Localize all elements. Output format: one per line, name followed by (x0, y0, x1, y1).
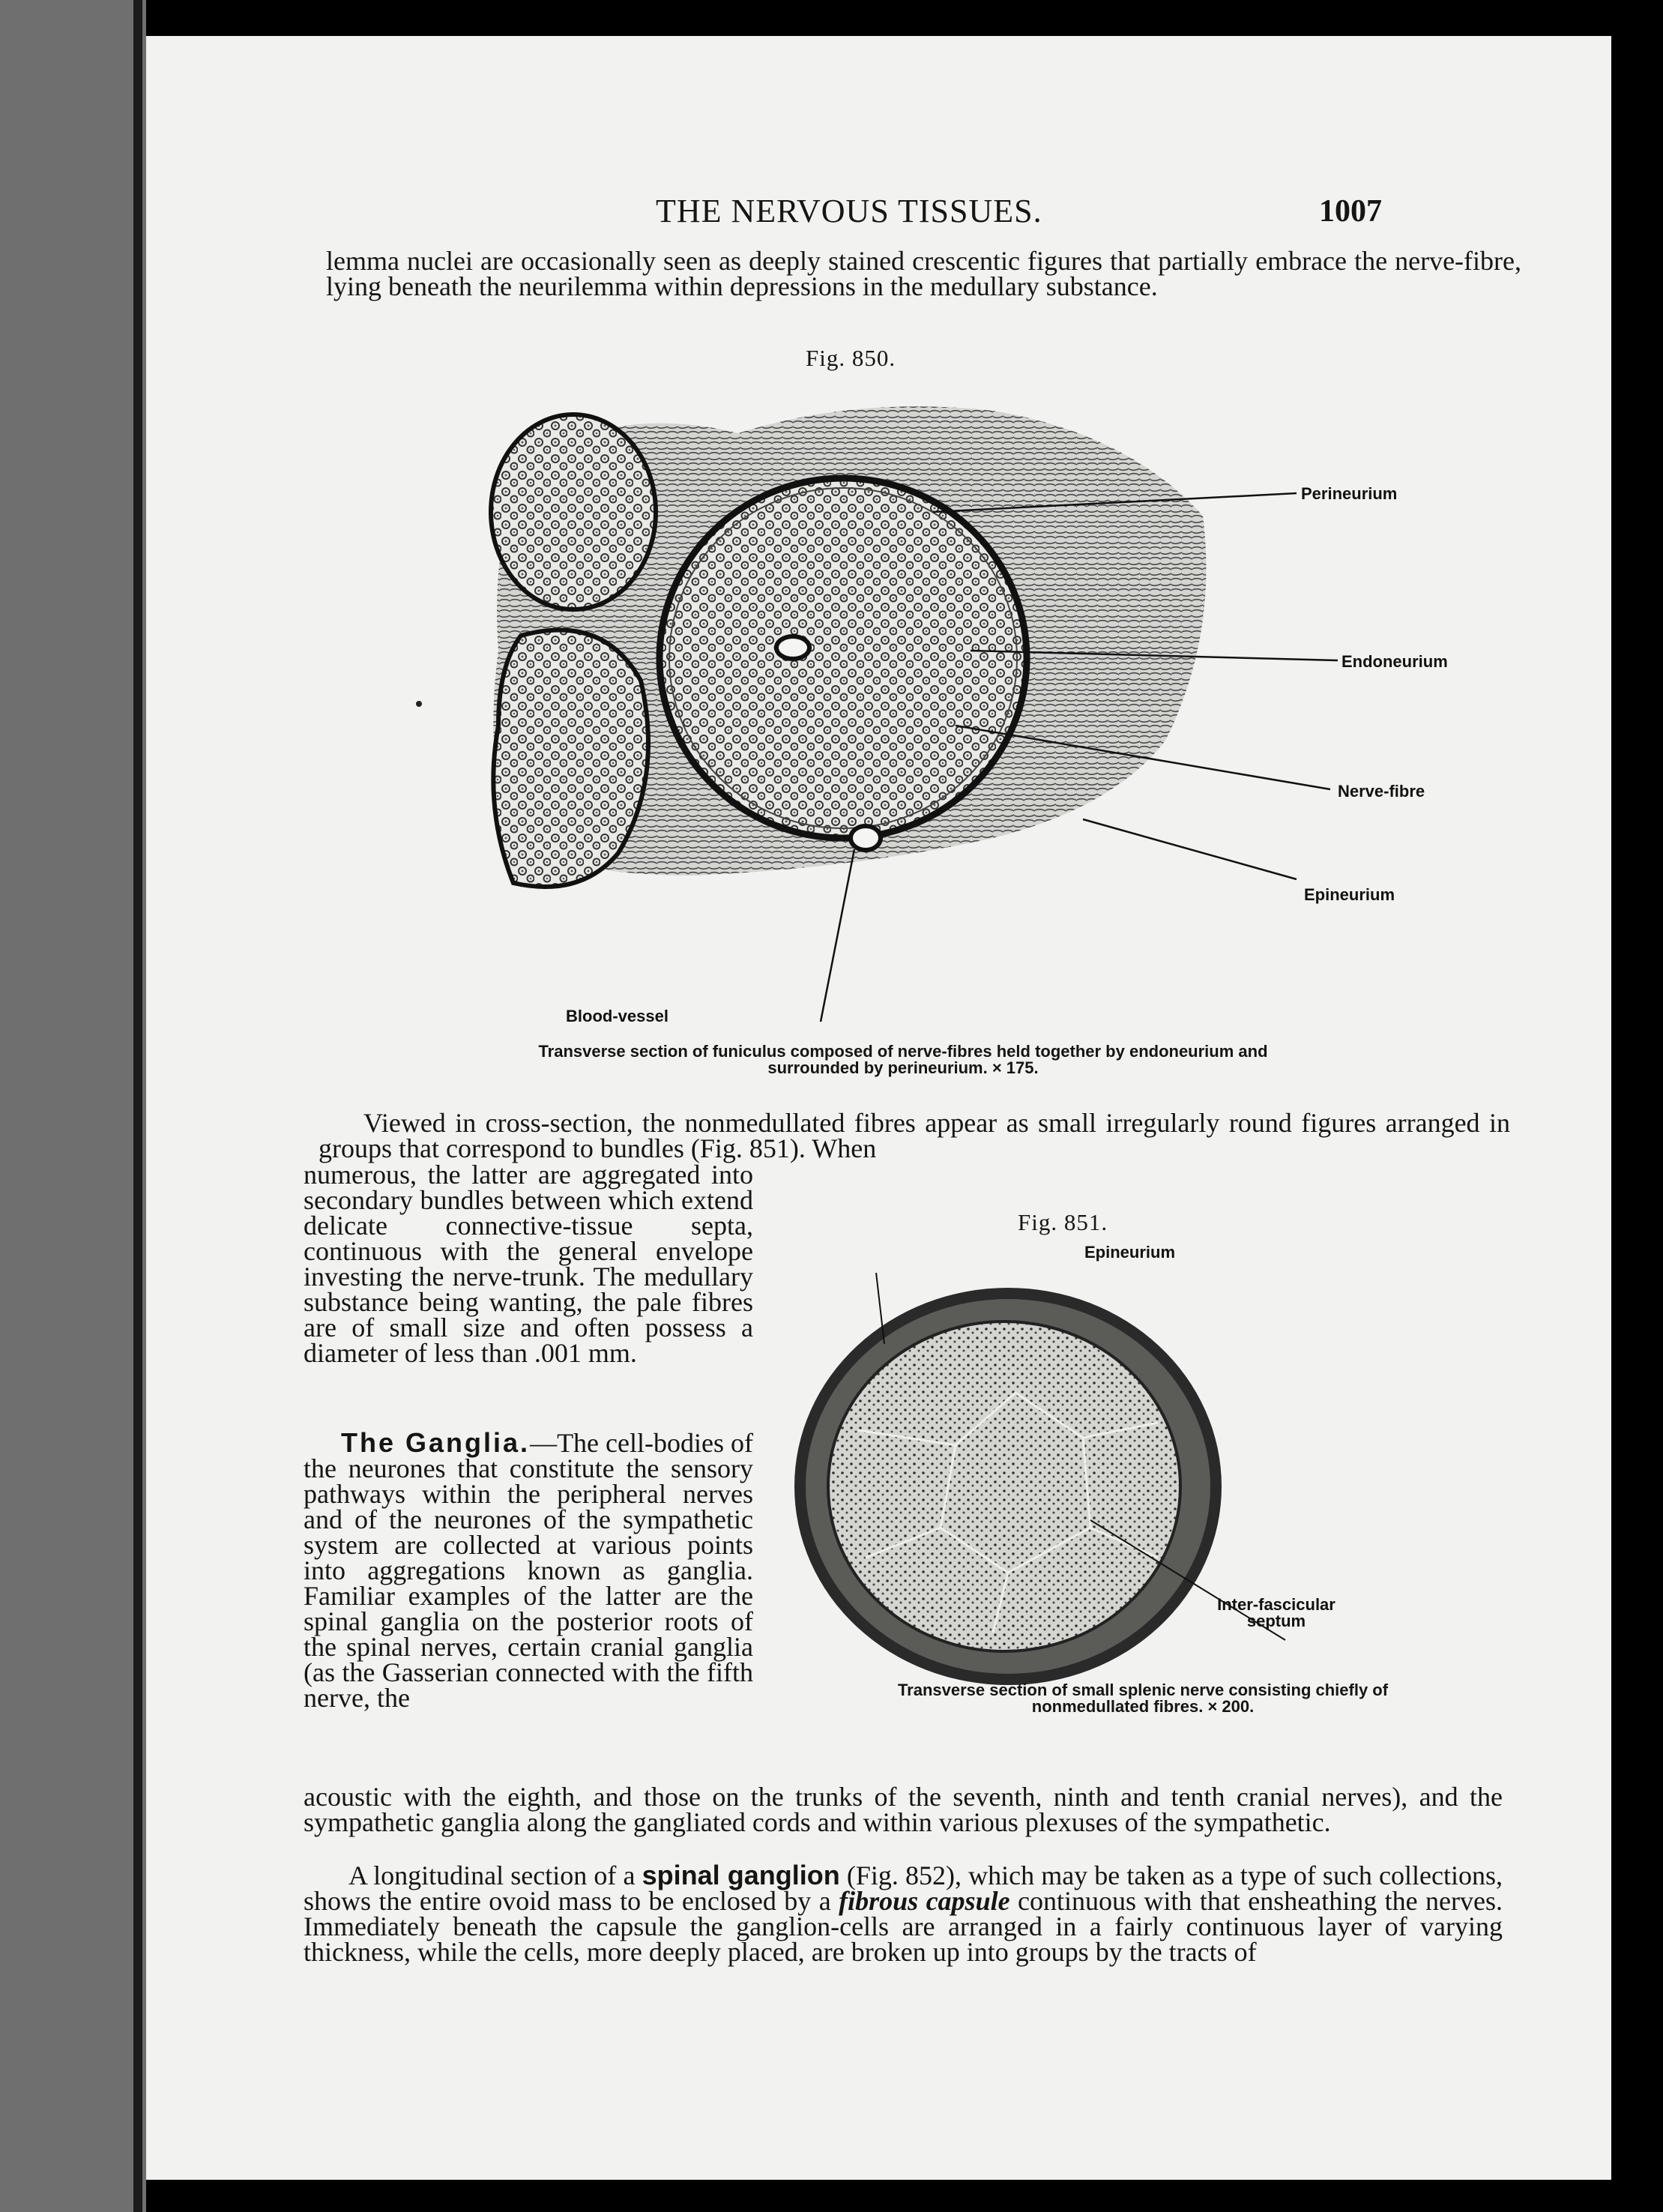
ganglia-heading: The Ganglia. (341, 1427, 531, 1458)
spinal-lead: A longitudinal section of a (348, 1860, 642, 1890)
book-page (146, 36, 1611, 2180)
callout-endoneurium: Endoneurium (1341, 652, 1448, 671)
running-head: THE NERVOUS TISSUES. (656, 193, 1042, 229)
fig-851-label: Fig. 851. (1018, 1209, 1108, 1235)
paragraph-numerous: numerous, the latter are aggregated into secondary bundles between which extend delicate connective-tissue septa, continuous with the general envelope investing the nerve-trunk. The medullary substance being wanting, the pale fibres are of small size and often possess a diameter of less than .001 mm. (304, 1160, 753, 1368)
blood-vessel-lower (851, 826, 881, 850)
fig-850-label: Fig. 850. (806, 345, 896, 371)
page-number: 1007 (1319, 194, 1382, 229)
callout-epineurium-851: Epineurium (1084, 1243, 1176, 1262)
leader-epineurium (1083, 819, 1297, 879)
binding-fold (133, 0, 142, 2212)
facing-page-edge (0, 0, 146, 2212)
paragraph-viewed: Viewed in cross-section, the nonmedullated fibres appear as small irregularly round figures arranged in groups that correspond to bundles (Fig. 851). When (319, 1108, 1510, 1163)
callout-perineurium: Perineurium (1301, 484, 1398, 503)
splenic-nerve-inner (828, 1322, 1180, 1651)
spinal-tail: continuous with that ensheathing the nerves. Immediately beneath the capsule the ganglion-cells are arranged in a fairly continuous layer of varying thickness, while the cells, more deeply placed, are broken up into groups by the tracts of (304, 1886, 1503, 1967)
callout-septum-line-1: Inter-fascicular (1217, 1595, 1335, 1614)
fig-851-caption (776, 1682, 1510, 1715)
fig-850-caption-line-2: surrounded by perineurium. × 175. (767, 1058, 1039, 1077)
leader-blood-vessel (821, 849, 854, 1022)
term-spinal-ganglion: spinal ganglion (642, 1860, 840, 1890)
fig-851-caption-line-1: Transverse section of small splenic nerve consisting chiefly of (897, 1681, 1389, 1699)
term-fibrous-capsule: fibrous capsule (839, 1886, 1010, 1916)
paragraph-ganglia (304, 1427, 753, 1713)
spinal-mid: (Fig. 852), which may be taken as a type of such collections, shows the entire ovoid mass to be enclosed by a (304, 1860, 1503, 1916)
fig-851-caption-line-2: nonmedullated fibres. × 200. (1031, 1697, 1255, 1716)
main-funiculus (660, 478, 1027, 838)
paragraph-spinal-ganglion (304, 1860, 1503, 1967)
callout-epineurium-850: Epineurium (1304, 885, 1395, 904)
callout-blood-vessel: Blood-vessel (566, 1007, 668, 1025)
stray-ink-dot (416, 701, 422, 707)
callout-septum (1209, 1597, 1344, 1630)
paragraph-ganglia-text: —The cell-bodies of the neurones that constitute the sensory pathways within the peripheral nerves and of the neurones of the sympathetic system are collected at various points into aggregations known as ganglia. Familiar examples of the latter are the spinal ganglia on the posterior roots of the spinal nerves, certain cranial ganglia (as the Gasserian connected with the fifth nerve, the (304, 1428, 753, 1713)
paragraph-intro: lemma nuclei are occasionally seen as deeply stained crescentic figures that partially embrace the nerve-fibre, lying beneath the neurilemma within depressions in the medullary substance. (326, 246, 1521, 301)
fig-850-caption-line-1: Transverse section of funiculus composed of nerve-fibres held together by endoneurium and (538, 1042, 1268, 1061)
small-fascicle-upper (491, 415, 656, 609)
fig-850-caption (371, 1043, 1435, 1076)
fig-851-illustration (768, 1273, 1473, 1715)
callout-nerve-fibre: Nerve-fibre (1338, 782, 1425, 801)
vessel-upper-actual (776, 636, 809, 659)
callout-septum-line-2: septum (1246, 1612, 1306, 1630)
paragraph-acoustic: acoustic with the eighth, and those on the trunks of the seventh, ninth and tenth cranial nerves), and the sympathetic ganglia along the gangliated cords and within various plexuses of the sympathetic. (304, 1782, 1503, 1837)
